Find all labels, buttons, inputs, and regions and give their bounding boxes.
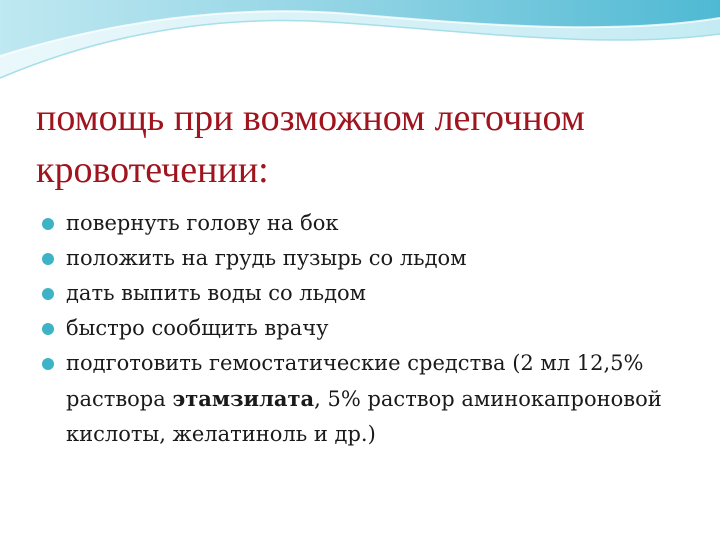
list-item — [40, 206, 700, 241]
list-item — [40, 241, 700, 276]
bullet-dot-icon — [42, 323, 54, 335]
drug-name-emphasis: этамзилата — [172, 386, 315, 411]
bullet-dot-icon — [42, 288, 54, 300]
list-item-text: дать выпить воды со льдом — [66, 281, 366, 305]
list-item — [40, 346, 700, 452]
slide-title: помощь при возможном легочном кровотечении: — [36, 97, 585, 191]
bullet-dot-icon — [42, 253, 54, 265]
list-item-text-part: подготовить гемостатические средства (2 мл 12,5% раствора — [66, 351, 644, 411]
header-wave-decoration — [0, 0, 720, 90]
list-item-text: быстро сообщить врачу — [66, 316, 329, 340]
list-item-text-part: , 5% раствор аминокапроновой кислоты, желатиноль и др.) — [66, 387, 662, 446]
list-item — [40, 276, 700, 311]
list-item-text: положить на грудь пузырь со льдом — [66, 246, 467, 270]
bullet-dot-icon — [42, 358, 54, 370]
list-item-text — [66, 351, 662, 446]
list-item-text: повернуть голову на бок — [66, 211, 339, 235]
list-item — [40, 311, 700, 346]
bullet-dot-icon — [42, 218, 54, 230]
bullet-list — [40, 206, 700, 452]
